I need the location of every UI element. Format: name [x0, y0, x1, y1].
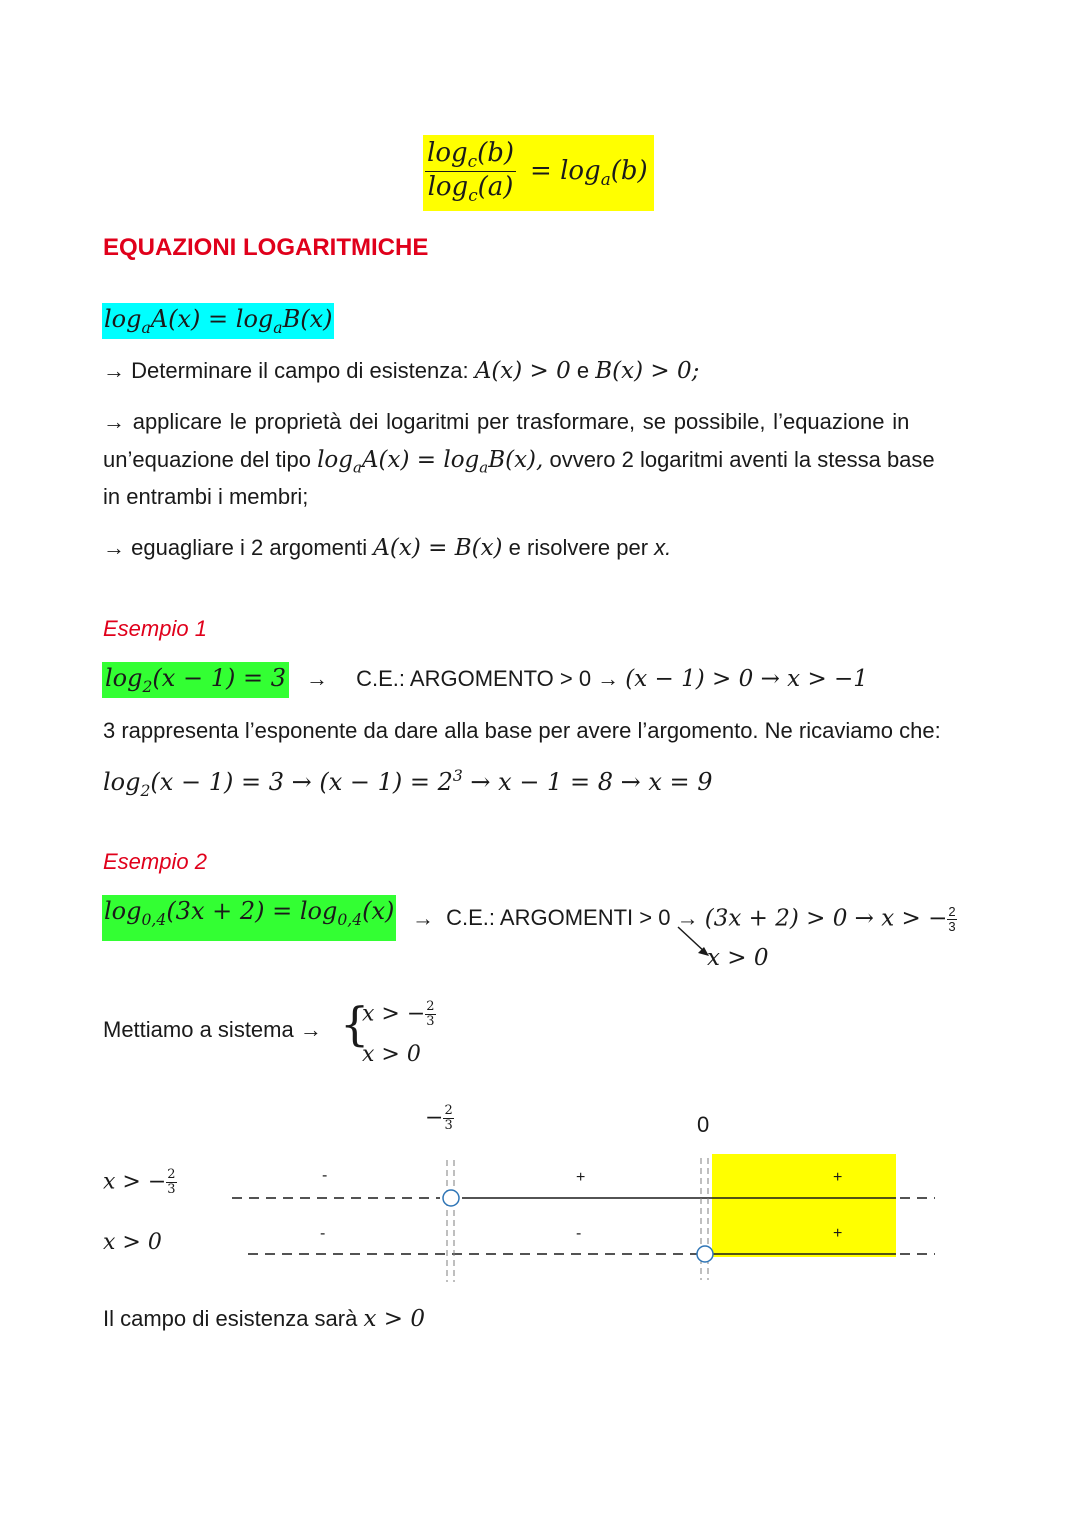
step-3: → eguagliare i 2 argomenti A(x) = B(x) e risolvere per x. — [103, 535, 672, 561]
quotient-formula-fraction: $\frac{\log_c(b)}{\log_c(a)}$ — [427, 138, 515, 206]
step-2-line-3: in entrambi i membri; — [103, 484, 309, 509]
system-condition-1: x > − $\frac{2}{3}$ — [362, 999, 435, 1029]
example-2-second-condition: x > 0 — [707, 945, 769, 971]
example-2-existence: → C.E.: ARGOMENTI > 0 → (3x + 2) > 0 → x > − $\frac{2}{3}$ — [412, 904, 956, 934]
example-2-title: Esempio 2 — [103, 849, 207, 874]
sign-chart — [0, 1140, 1080, 1290]
system-condition-2: x > 0 — [362, 1042, 421, 1067]
quotient-formula-rhs: = $\log_a(b)$ — [530, 156, 648, 190]
solution-region — [712, 1154, 896, 1257]
system-brace: { — [340, 997, 370, 1051]
point-a-label: − $\frac{2}{3}$ — [425, 1103, 453, 1133]
point-b-open-circle — [697, 1246, 713, 1262]
example-1-equation: $\log_2(x - 1) = 3$ — [102, 662, 289, 698]
step-2-line-1: → applicare le proprietà dei logaritmi per trasformare, se possibile, l’equazione in — [103, 409, 910, 434]
row-2-sign-1: - — [320, 1225, 326, 1242]
point-b-label: 0 — [697, 1112, 710, 1137]
section-title: EQUAZIONI LOGARITMICHE — [103, 234, 429, 261]
row-2-sign-3: + — [833, 1225, 843, 1242]
example-1-solution: $\log_2(x - 1) = 3 \to (x - 1) = 2^3 \to x - 1 = 8 \to x = 9$ — [103, 767, 713, 800]
row-2-label: x > 0 — [103, 1230, 162, 1255]
example-2-equation: $\log_{0,4}(3x + 2) = \log_{0,4}(x)$ — [102, 895, 396, 941]
example-1-explanation: 3 rappresenta l’esponente da dare alla base per avere l’argomento. Ne ricaviamo che: — [103, 718, 941, 743]
row-1-label: x > − $\frac{2}{3}$ — [103, 1167, 176, 1197]
generic-log-equation: $\log_aA(x) = \log_aB(x)$ — [104, 305, 333, 337]
row-1-sign-2: + — [576, 1169, 586, 1186]
row-1-sign-3: + — [833, 1169, 843, 1186]
row-1-sign-1: - — [322, 1167, 328, 1184]
step-2-line-2: un’equazione del tipo $\log_aA(x) = \log_aB(x)$, ovvero 2 logaritmi aventi la stessa base — [103, 447, 935, 477]
step-1: → Determinare il campo di esistenza: A(x) > 0 e B(x) > 0; — [103, 358, 700, 384]
row-2-sign-2: - — [576, 1225, 582, 1242]
example-1-existence: → C.E.: ARGOMENTO > 0 → (x − 1) > 0 → x > −1 — [306, 666, 868, 692]
conclusion: Il campo di esistenza sarà x > 0 — [103, 1306, 425, 1332]
point-a-open-circle — [443, 1190, 459, 1206]
system-label: Mettiamo a sistema → — [103, 1017, 322, 1042]
example-1-title: Esempio 1 — [103, 616, 207, 641]
